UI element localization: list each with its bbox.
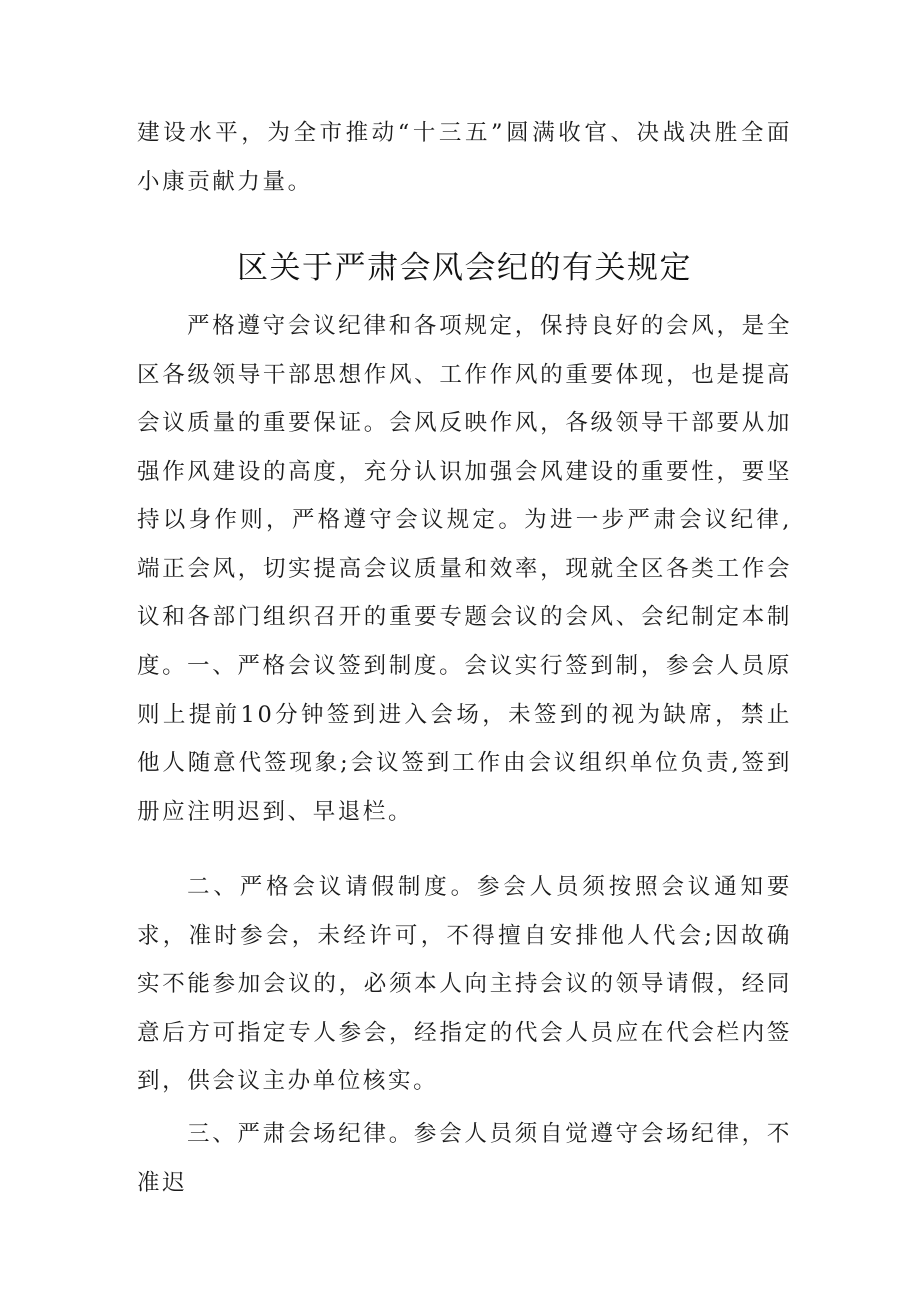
venue-discipline-paragraph: 三、严肃会场纪律。参会人员须自觉遵守会场纪律，不准迟 bbox=[137, 1121, 792, 1196]
intro-tail-paragraph: 建设水平，为全市推动“十三五”圆满收官、决战决胜全面小康贡献力量。 bbox=[137, 120, 792, 195]
leave-rule-paragraph: 二、严格会议请假制度。参会人员须按照会议通知要求，准时参会，未经许可，不得擅自安排他人代会;因故确实不能参加会议的，必须本人向主持会议的领导请假，经同意后方可指定专人参会，经指定的代会人员应在代会栏内签到，供会议主办单位核实。 bbox=[137, 874, 792, 1094]
document-title: 区关于严肃会风会纪的有关规定 bbox=[237, 250, 692, 286]
sign-in-rule-paragraph: 一、严格会议签到制度。会议实行签到制，参会人员原则上提前10分钟签到进入会场，未签到的视为缺席，禁止他人随意代签现象;会议签到工作由会议组织单位负责,签到册应注明迟到、早退栏。 bbox=[137, 653, 792, 825]
preamble-paragraph: 严格遵守会议纪律和各项规定，保持良好的会风，是全区各级领导干部思想作风、工作作风的重要体现，也是提高会议质量的重要保证。会风反映作风，各级领导干部要从加强作风建设的高度，充分认识加强会风建设的重要性，要坚持以身作则，严格遵守会议规定。为进一步严肃会议纪律,端正会风，切实提高会议质量和效率，现就全区各类工作会议和各部门组织召开的重要专题会议的会风、会纪制定本制度。 bbox=[137, 313, 792, 679]
